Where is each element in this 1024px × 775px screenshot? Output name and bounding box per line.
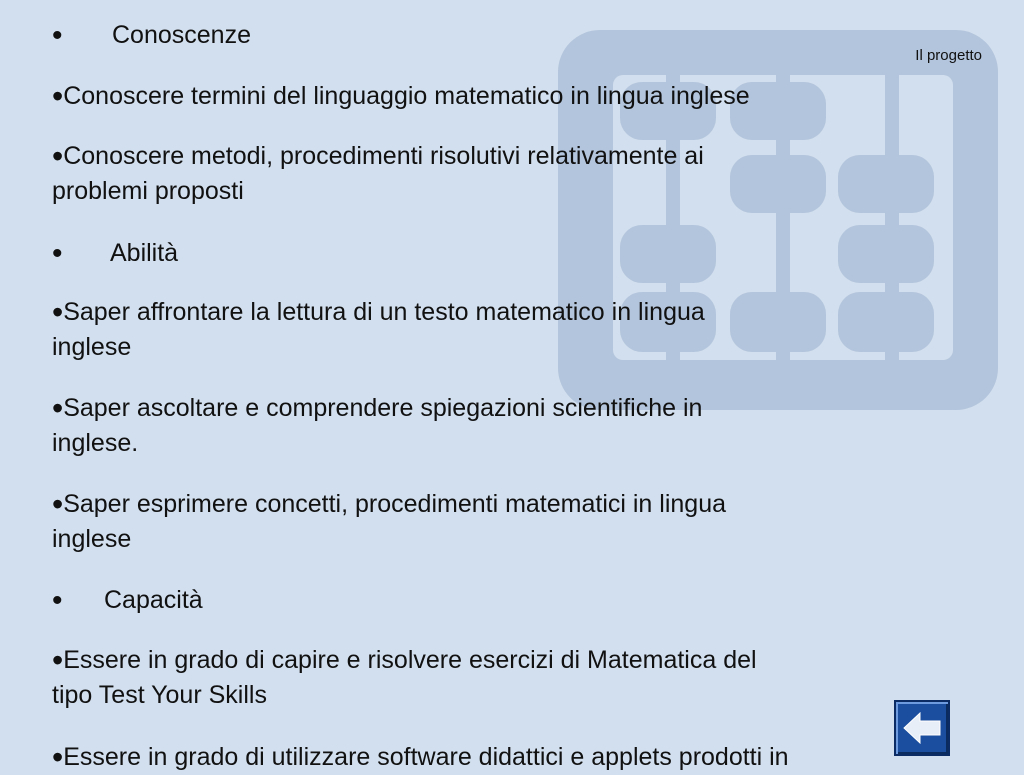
back-arrow-icon [902, 710, 942, 746]
list-item [52, 740, 789, 775]
item-text-line: Saper esprimere concetti, procedimenti matematici in lingua [63, 490, 727, 518]
item-text-line: Conoscere metodi, procedimenti risolutivi relativamente ai [63, 142, 704, 170]
section-heading [52, 18, 251, 55]
section-heading [52, 583, 203, 620]
back-button[interactable] [894, 700, 950, 756]
bullet-icon: • [52, 642, 64, 678]
bullet-icon: • [52, 19, 63, 52]
item-text-line: Saper affrontare la lettura di un testo matematico in lingua [63, 298, 705, 326]
bullet-icon: • [52, 390, 64, 426]
bullet-icon: • [52, 739, 64, 775]
item-text-line: Conoscere termini del linguaggio matematico in lingua inglese [63, 82, 750, 110]
bullet-icon: • [52, 294, 64, 330]
item-text-line: inglese. [52, 429, 139, 457]
item-text-line: tipo Test Your Skills [52, 681, 267, 709]
list-item [52, 79, 750, 114]
bullet-icon: • [52, 237, 63, 270]
list-item [52, 391, 702, 461]
heading-text: Conoscenze [112, 21, 251, 49]
item-text-line: inglese [52, 525, 132, 553]
item-text-line: inglese [52, 333, 132, 361]
heading-text: Abilità [110, 239, 179, 267]
bullet-icon: • [52, 138, 64, 174]
section-heading [52, 236, 179, 273]
bullet-icon: • [52, 78, 64, 114]
item-text-line: Essere in grado di capire e risolvere esercizi di Matematica del [63, 646, 757, 674]
section-label: Il progetto [915, 47, 982, 64]
item-text-line: problemi proposti [52, 177, 244, 205]
heading-text: Capacità [104, 586, 203, 614]
list-item [52, 643, 757, 713]
item-text-line: Essere in grado di utilizzare software didattici e applets prodotti in [63, 743, 789, 771]
item-text-line: Saper ascoltare e comprendere spiegazioni scientifiche in [63, 394, 703, 422]
list-item [52, 139, 704, 209]
bullet-icon: • [52, 486, 64, 522]
list-item [52, 295, 705, 365]
list-item [52, 487, 726, 557]
bullet-icon: • [52, 584, 63, 617]
